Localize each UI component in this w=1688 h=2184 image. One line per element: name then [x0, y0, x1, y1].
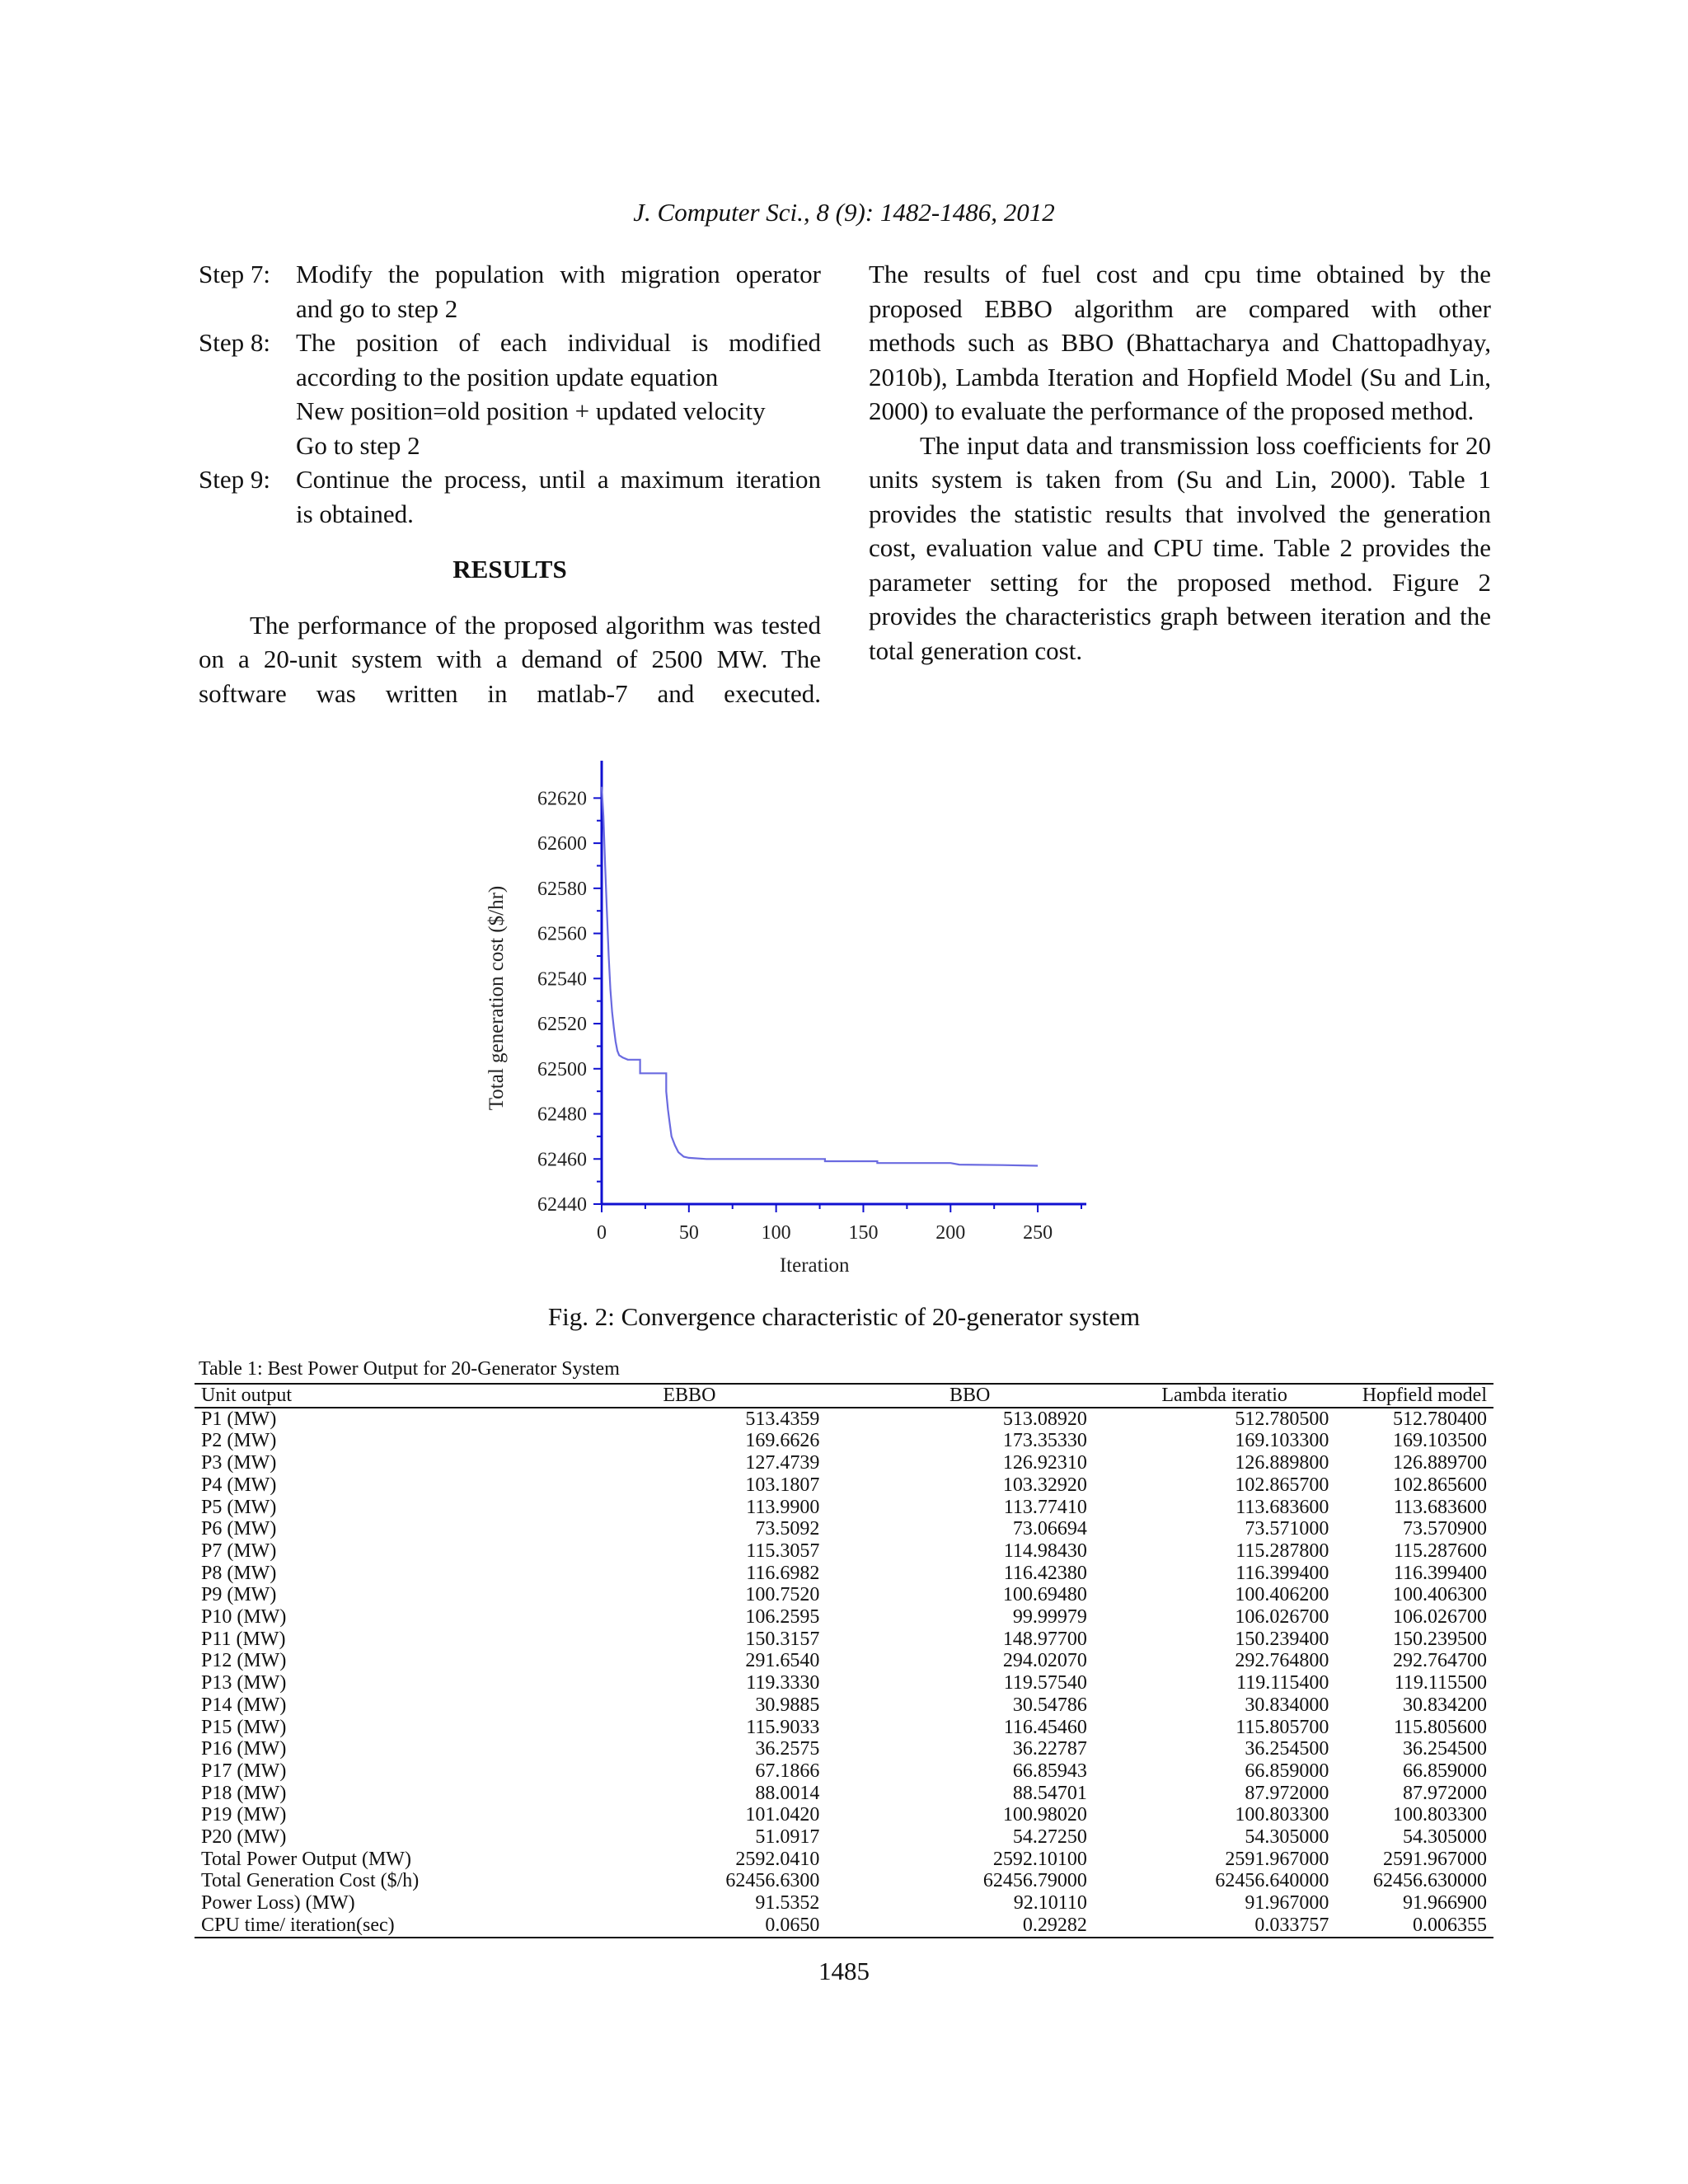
table-cell: 73.571000 — [1245, 1518, 1329, 1540]
column-header: EBBO — [542, 1384, 836, 1408]
table-cell: 115.287600 — [1393, 1540, 1487, 1562]
table-cell: 116.42380 — [1003, 1562, 1087, 1584]
running-header: J. Computer Sci., 8 (9): 1482-1486, 2012 — [633, 198, 1055, 227]
table-row — [195, 1760, 1493, 1783]
row-label: Total Generation Cost ($/h) — [201, 1870, 420, 1892]
table-cell: 100.803300 — [1235, 1804, 1329, 1826]
table-cell: 102.865600 — [1393, 1474, 1487, 1496]
row-label: Total Power Output (MW) — [201, 1848, 411, 1870]
table-cell: 116.399400 — [1236, 1562, 1329, 1584]
row-label: P15 (MW) — [201, 1716, 287, 1738]
y-tick-label: 62540 — [537, 968, 587, 991]
y-tick-label: 62440 — [537, 1194, 587, 1216]
step-line: and go to step 2 — [296, 293, 458, 323]
table-cell: 87.972000 — [1403, 1782, 1487, 1804]
row-label: P19 (MW) — [201, 1804, 287, 1826]
table-cell: 30.54786 — [1012, 1694, 1087, 1716]
table-cell: 113.9900 — [746, 1496, 820, 1518]
step-line: The position of each individual is modified — [296, 328, 821, 357]
table-cell: 115.3057 — [746, 1540, 820, 1562]
table-cell: 169.103300 — [1235, 1430, 1329, 1452]
table-cell: 100.406200 — [1235, 1584, 1329, 1606]
table-cell: 173.35330 — [1002, 1430, 1087, 1452]
table-row — [195, 1694, 1493, 1717]
step-line: Go to step 2 — [296, 430, 420, 460]
table-header-row — [195, 1384, 1493, 1408]
row-label: P10 (MW) — [201, 1606, 287, 1629]
row-label: P20 (MW) — [201, 1826, 287, 1849]
x-tick-label: 250 — [1023, 1222, 1053, 1244]
row-label: P12 (MW) — [201, 1650, 287, 1672]
table-cell: 512.780400 — [1393, 1408, 1487, 1430]
y-tick-label: 62580 — [537, 878, 587, 900]
table-row — [195, 1452, 1493, 1474]
table-cell: 512.780500 — [1235, 1408, 1329, 1430]
row-label: P7 (MW) — [201, 1540, 277, 1562]
series-line — [602, 787, 1038, 1166]
table-row — [195, 1518, 1493, 1540]
row-label: P9 (MW) — [201, 1584, 277, 1606]
step-line: Continue the process, until a maximum iteration — [296, 465, 821, 494]
table-cell: 73.570900 — [1403, 1518, 1487, 1540]
row-label: P4 (MW) — [201, 1474, 277, 1496]
table-cell: 101.0420 — [745, 1804, 820, 1826]
table-cell: 126.92310 — [1002, 1452, 1087, 1474]
section-heading: RESULTS — [452, 555, 567, 583]
row-label: P13 (MW) — [201, 1672, 287, 1694]
column-header: BBO — [836, 1384, 1104, 1408]
table-cell: 115.9033 — [746, 1716, 820, 1738]
table-cell: 66.859000 — [1245, 1760, 1329, 1782]
table-cell: 2591.967000 — [1383, 1848, 1487, 1870]
table-cell: 62456.630000 — [1373, 1870, 1487, 1892]
table-cell: 116.6982 — [746, 1562, 820, 1584]
table-cell: 36.2575 — [755, 1738, 820, 1760]
table-cell: 54.27250 — [1012, 1826, 1087, 1849]
table-cell: 100.69480 — [1002, 1584, 1087, 1606]
x-tick-label: 50 — [678, 1222, 699, 1244]
table-cell: 115.287800 — [1236, 1540, 1329, 1562]
table-row — [195, 1629, 1493, 1651]
step-line: is obtained. — [296, 499, 414, 528]
step-line: according to the position update equation — [296, 362, 719, 391]
table-cell: 36.22787 — [1012, 1738, 1087, 1760]
table-cell: 115.805700 — [1236, 1716, 1329, 1738]
table-cell: 115.805600 — [1393, 1716, 1487, 1738]
table-cell: 150.3157 — [745, 1628, 820, 1650]
y-tick-label: 62500 — [537, 1058, 587, 1080]
table-cell: 294.02070 — [1002, 1650, 1087, 1672]
right-column — [869, 257, 1491, 668]
table-cell: 88.0014 — [755, 1782, 820, 1804]
table-cell: 62456.79000 — [982, 1870, 1087, 1892]
table-cell: 54.305000 — [1245, 1826, 1329, 1849]
figure-caption: Fig. 2: Convergence characteristic of 20-generator system — [547, 1302, 1141, 1331]
results-paragraph: The performance of the proposed algorithm was tested on a 20-unit system with a demand of 2500 MW. The software was written in matlab-7 and executed. — [199, 610, 821, 708]
table-cell: 148.97700 — [1002, 1628, 1087, 1650]
table-cell: 113.77410 — [1003, 1496, 1087, 1518]
table-row — [195, 1497, 1493, 1519]
table-cell: 106.026700 — [1393, 1606, 1487, 1629]
x-tick-label: 150 — [848, 1222, 879, 1244]
step-8 — [199, 326, 821, 462]
table-cell: 36.254500 — [1403, 1738, 1487, 1760]
table-cell: 116.45460 — [1003, 1716, 1087, 1738]
table-row — [195, 1430, 1493, 1452]
table-cell: 100.7520 — [745, 1584, 820, 1606]
table-cell: 169.6626 — [745, 1430, 820, 1452]
table-cell: 30.9885 — [755, 1694, 820, 1716]
table-cell: 62456.640000 — [1215, 1870, 1329, 1892]
table-cell: 291.6540 — [745, 1650, 820, 1672]
table-cell: 102.865700 — [1235, 1474, 1329, 1496]
table-cell: 92.10110 — [1013, 1892, 1087, 1915]
table-cell: 100.98020 — [1002, 1804, 1087, 1826]
row-label: P18 (MW) — [201, 1782, 287, 1804]
table-cell: 106.2595 — [745, 1606, 820, 1629]
x-axis-label: Iteration — [779, 1254, 850, 1273]
convergence-chart — [478, 729, 1220, 1273]
x-tick-label: 200 — [935, 1222, 966, 1244]
row-label: P3 (MW) — [201, 1452, 277, 1474]
input-data-paragraph: The input data and transmission loss coefficients for 20 units system is taken from (Su and Lin, 2000). Table 1 provides the statistic results that involved the generation cost, evaluation value and CPU time. Table 2 provides the parameter setting for the proposed method. Figure 2 provides the characteristics graph between iteration and the total generation cost. — [869, 430, 1491, 665]
table-row — [195, 1650, 1493, 1672]
table-cell: 513.08920 — [1002, 1408, 1087, 1430]
table-cell: 113.683600 — [1393, 1496, 1487, 1518]
table-row — [195, 1408, 1493, 1431]
row-label: P11 (MW) — [201, 1628, 286, 1650]
table-row — [195, 1915, 1493, 1938]
table-cell: 127.4739 — [745, 1452, 820, 1474]
step-line: Modify the population with migration operator — [296, 260, 821, 288]
table-cell: 100.406300 — [1393, 1584, 1487, 1606]
step-9 — [199, 462, 821, 531]
table-cell: 99.99979 — [1012, 1606, 1087, 1629]
table-cell: 292.764700 — [1393, 1650, 1487, 1672]
y-axis-label: Total generation cost ($/hr) — [485, 885, 508, 1111]
column-header: Unit output — [195, 1384, 542, 1408]
step-line: New position=old position + updated velocity — [296, 396, 766, 425]
table-cell: 0.0650 — [542, 1915, 836, 1938]
table-cell: 51.0917 — [755, 1826, 820, 1849]
table-row — [195, 1783, 1493, 1805]
table-cell: 30.834200 — [1403, 1694, 1487, 1716]
table-row — [195, 1606, 1493, 1629]
table-row — [195, 1892, 1493, 1915]
step-label: Step 7: — [199, 260, 270, 288]
table-row — [195, 1672, 1493, 1694]
table-cell: 91.967000 — [1245, 1892, 1329, 1915]
table-row — [195, 1584, 1493, 1606]
table-cell: 91.5352 — [755, 1892, 820, 1915]
table-cell: 2592.0410 — [735, 1848, 820, 1870]
step-label: Step 9: — [199, 465, 270, 494]
table-cell: 114.98430 — [1003, 1540, 1087, 1562]
column-header: Lambda iteratio — [1104, 1384, 1345, 1408]
table-cell: 66.859000 — [1403, 1760, 1487, 1782]
row-label: P16 (MW) — [201, 1738, 287, 1760]
table-cell: 36.254500 — [1245, 1738, 1329, 1760]
table-cell: 67.1866 — [755, 1760, 820, 1782]
table-row — [195, 1849, 1493, 1871]
table-row — [195, 1826, 1493, 1849]
x-tick-label: 100 — [761, 1222, 791, 1244]
left-column — [199, 257, 821, 710]
table-cell: 119.3330 — [746, 1672, 820, 1694]
step-label: Step 8: — [199, 328, 270, 357]
table-cell: 62456.6300 — [725, 1870, 820, 1892]
y-tick-label: 62560 — [537, 923, 587, 945]
column-header: Hopfield model — [1345, 1384, 1493, 1408]
table-cell: 126.889800 — [1235, 1452, 1329, 1474]
y-tick-label: 62600 — [537, 833, 587, 855]
y-tick-label: 62460 — [537, 1149, 587, 1171]
table-cell: 2592.10100 — [992, 1848, 1087, 1870]
table-cell: 169.103500 — [1393, 1430, 1487, 1452]
table-row — [195, 1717, 1493, 1739]
table-row — [195, 1804, 1493, 1826]
table-cell: 0.006355 — [1345, 1915, 1493, 1938]
table-cell: 103.32920 — [1002, 1474, 1087, 1496]
table-row — [195, 1870, 1493, 1892]
table-cell: 73.06694 — [1012, 1518, 1087, 1540]
table-cell: 103.1807 — [745, 1474, 820, 1496]
table-cell: 66.85943 — [1012, 1760, 1087, 1782]
row-label: P5 (MW) — [201, 1496, 277, 1518]
table-cell: 88.54701 — [1012, 1782, 1087, 1804]
table-cell: 73.5092 — [755, 1518, 820, 1540]
x-tick-label: 0 — [597, 1222, 607, 1244]
table-cell: 119.57540 — [1003, 1672, 1087, 1694]
results-table — [195, 1383, 1493, 1938]
table-cell: 119.115400 — [1236, 1672, 1329, 1694]
row-label: P2 (MW) — [201, 1430, 277, 1452]
row-label: CPU time/ iteration(sec) — [195, 1915, 542, 1938]
table-cell: 513.4359 — [745, 1408, 820, 1430]
comparison-paragraph: The results of fuel cost and cpu time obtained by the proposed EBBO algorithm are compared with other methods such as BBO (Bhattacharya and Chattopadhyay, 2010b), Lambda Iteration and Hopfield Model (Su and Lin, 2000) to evaluate the performance of the proposed method. — [869, 260, 1491, 425]
table-cell: 126.889700 — [1393, 1452, 1487, 1474]
table-cell: 106.026700 — [1235, 1606, 1329, 1629]
table-row — [195, 1540, 1493, 1563]
table-cell: 116.399400 — [1393, 1562, 1487, 1584]
row-label: P17 (MW) — [201, 1760, 287, 1782]
table-cell: 0.033757 — [1104, 1915, 1345, 1938]
table-cell: 30.834000 — [1245, 1694, 1329, 1716]
table-body — [195, 1408, 1493, 1938]
table-row — [195, 1738, 1493, 1760]
table-cell: 119.115500 — [1394, 1672, 1487, 1694]
table-cell: 2591.967000 — [1225, 1848, 1329, 1870]
table-cell: 54.305000 — [1403, 1826, 1487, 1849]
table-cell: 0.29282 — [836, 1915, 1104, 1938]
table-cell: 150.239400 — [1235, 1628, 1329, 1650]
step-7 — [199, 257, 821, 326]
row-label: Power Loss) (MW) — [201, 1892, 355, 1915]
table-cell: 100.803300 — [1393, 1804, 1487, 1826]
table-cell: 87.972000 — [1245, 1782, 1329, 1804]
table-cell: 292.764800 — [1235, 1650, 1329, 1672]
y-tick-label: 62480 — [537, 1104, 587, 1126]
table-row — [195, 1563, 1493, 1585]
row-label: P6 (MW) — [201, 1518, 277, 1540]
row-label: P8 (MW) — [201, 1562, 277, 1584]
row-label: P1 (MW) — [201, 1408, 277, 1430]
table-caption: Table 1: Best Power Output for 20-Generator System — [199, 1358, 620, 1380]
table-cell: 113.683600 — [1236, 1496, 1329, 1518]
row-label: P14 (MW) — [201, 1694, 287, 1716]
table-cell: 91.966900 — [1403, 1892, 1487, 1915]
page-number: 1485 — [818, 1957, 870, 1985]
table-row — [195, 1474, 1493, 1497]
y-tick-label: 62520 — [537, 1014, 587, 1036]
table-cell: 150.239500 — [1393, 1628, 1487, 1650]
y-tick-label: 62620 — [537, 788, 587, 810]
